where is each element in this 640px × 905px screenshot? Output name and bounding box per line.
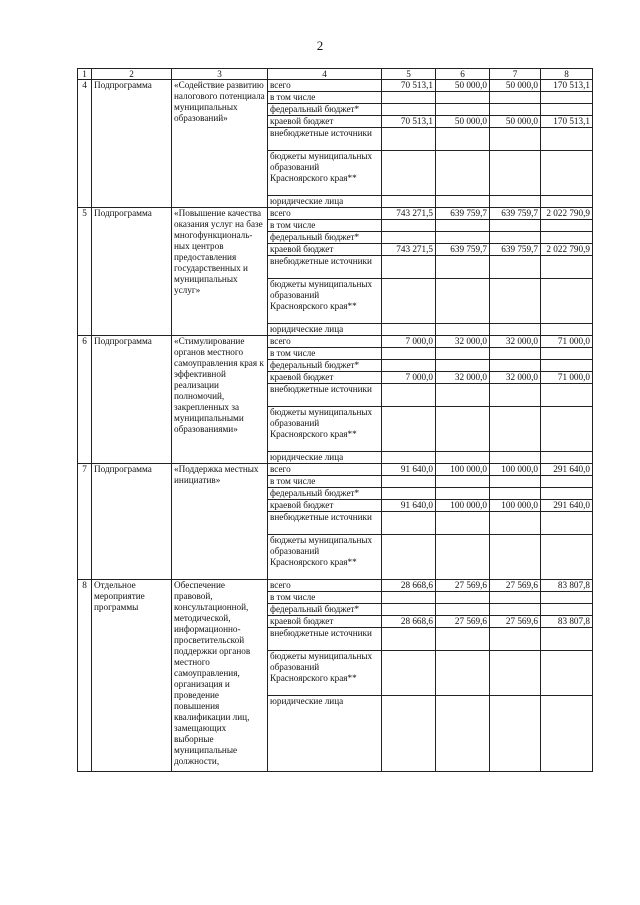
amount-cell: 7 000,0 [382, 372, 436, 384]
amount-cell [436, 104, 490, 116]
amount-cell [490, 512, 541, 535]
amount-cell [436, 256, 490, 279]
amount-cell [436, 407, 490, 452]
row-number-cell: 7 [78, 464, 92, 580]
amount-cell [490, 128, 541, 151]
amount-cell [436, 651, 490, 696]
amount-cell [382, 348, 436, 360]
row-number-cell: 6 [78, 336, 92, 464]
amount-cell [541, 196, 593, 208]
amount-cell: 70 513,1 [382, 116, 436, 128]
amount-cell [382, 232, 436, 244]
funding-source-cell: внебюджетные источники [268, 628, 382, 651]
item-name-cell: «Поддержка местных инициатив» [172, 464, 268, 580]
amount-cell [490, 592, 541, 604]
item-type-cell: Подпрограмма [92, 464, 172, 580]
amount-cell: 27 569,6 [490, 580, 541, 592]
amount-cell [436, 384, 490, 407]
amount-cell: 28 668,6 [382, 616, 436, 628]
amount-cell [541, 535, 593, 580]
amount-cell: 50 000,0 [436, 116, 490, 128]
amount-cell [490, 535, 541, 580]
amount-cell [436, 360, 490, 372]
funding-source-cell: в том числе [268, 220, 382, 232]
amount-cell [436, 151, 490, 196]
table-row [78, 580, 593, 592]
amount-cell: 291 640,0 [541, 464, 593, 476]
amount-cell: 27 569,6 [436, 616, 490, 628]
amount-cell [382, 407, 436, 452]
amount-cell [490, 151, 541, 196]
item-name-cell: «Стимулирование органов местного самоуправления края к эффективной реализации полномочий, закрепленных за муниципальными образованиями» [172, 336, 268, 464]
funding-source-cell: бюджеты муниципальных образований Красноярского края** [268, 151, 382, 196]
item-type-cell: Отдельное мероприятие программы [92, 580, 172, 772]
row-number-cell: 4 [78, 80, 92, 208]
amount-cell [436, 196, 490, 208]
amount-cell [490, 488, 541, 500]
col-header: 5 [382, 69, 436, 80]
amount-cell [436, 279, 490, 324]
amount-cell [541, 512, 593, 535]
amount-cell [382, 651, 436, 696]
amount-cell [382, 279, 436, 324]
amount-cell [436, 604, 490, 616]
header-row [78, 69, 593, 80]
col-header: 7 [490, 69, 541, 80]
funding-source-cell: бюджеты муниципальных образований Красноярского края** [268, 279, 382, 324]
amount-cell [436, 696, 490, 772]
amount-cell [436, 535, 490, 580]
amount-cell [490, 104, 541, 116]
amount-cell [490, 628, 541, 651]
amount-cell: 32 000,0 [436, 372, 490, 384]
amount-cell: 639 759,7 [436, 208, 490, 220]
amount-cell: 639 759,7 [490, 208, 541, 220]
amount-cell [541, 592, 593, 604]
amount-cell: 50 000,0 [490, 80, 541, 92]
amount-cell [490, 348, 541, 360]
amount-cell [382, 151, 436, 196]
amount-cell [382, 628, 436, 651]
funding-source-cell: юридические лица [268, 452, 382, 464]
funding-source-cell: в том числе [268, 592, 382, 604]
col-header: 2 [92, 69, 172, 80]
amount-cell [541, 220, 593, 232]
amount-cell [436, 348, 490, 360]
col-header: 3 [172, 69, 268, 80]
item-type-cell: Подпрограмма [92, 80, 172, 208]
amount-cell: 28 668,6 [382, 580, 436, 592]
amount-cell [541, 604, 593, 616]
table-row [78, 80, 593, 92]
amount-cell [490, 452, 541, 464]
funding-source-cell: в том числе [268, 348, 382, 360]
amount-cell [436, 128, 490, 151]
amount-cell [541, 279, 593, 324]
amount-cell [382, 256, 436, 279]
amount-cell [382, 604, 436, 616]
amount-cell [436, 92, 490, 104]
amount-cell: 100 000,0 [436, 464, 490, 476]
funding-source-cell: юридические лица [268, 324, 382, 336]
amount-cell [382, 535, 436, 580]
amount-cell [541, 92, 593, 104]
amount-cell [541, 651, 593, 696]
funding-source-cell: краевой бюджет [268, 616, 382, 628]
funding-source-cell: федеральный бюджет* [268, 604, 382, 616]
funding-source-cell: бюджеты муниципальных образований Красноярского края** [268, 407, 382, 452]
funding-source-cell: бюджеты муниципальных образований Красноярского края** [268, 651, 382, 696]
amount-cell: 639 759,7 [490, 244, 541, 256]
amount-cell [382, 196, 436, 208]
funding-source-cell: внебюджетные источники [268, 512, 382, 535]
funding-source-cell: федеральный бюджет* [268, 104, 382, 116]
amount-cell: 71 000,0 [541, 372, 593, 384]
amount-cell: 170 513,1 [541, 116, 593, 128]
amount-cell [382, 220, 436, 232]
funding-source-cell: бюджеты муниципальных образований Красноярского края** [268, 535, 382, 580]
funding-source-cell: всего [268, 580, 382, 592]
amount-cell [490, 604, 541, 616]
amount-cell [541, 256, 593, 279]
amount-cell: 7 000,0 [382, 336, 436, 348]
item-name-cell: «Содействие развитию налогового потенциала муниципальных образований» [172, 80, 268, 208]
funding-source-cell: юридические лица [268, 696, 382, 772]
amount-cell [541, 348, 593, 360]
amount-cell [541, 696, 593, 772]
amount-cell [490, 360, 541, 372]
row-number-cell: 5 [78, 208, 92, 336]
item-name-cell: «Повышение качества оказания услуг на базе многофункциональ-ных центров предоставления государственных и муниципальных услуг» [172, 208, 268, 336]
amount-cell [490, 407, 541, 452]
funding-source-cell: внебюджетные источники [268, 384, 382, 407]
amount-cell [382, 92, 436, 104]
amount-cell [490, 196, 541, 208]
funding-source-cell: всего [268, 336, 382, 348]
amount-cell [541, 452, 593, 464]
amount-cell: 83 807,8 [541, 580, 593, 592]
amount-cell [382, 384, 436, 407]
col-header: 8 [541, 69, 593, 80]
amount-cell [436, 488, 490, 500]
funding-source-cell: краевой бюджет [268, 372, 382, 384]
amount-cell [541, 476, 593, 488]
amount-cell [382, 360, 436, 372]
table-row [78, 208, 593, 220]
amount-cell: 639 759,7 [436, 244, 490, 256]
row-number-cell: 8 [78, 580, 92, 772]
item-name-cell: Обеспечение правовой, консультационной, методической, информационно-просветительской поддержки органов местного самоуправления, организация и проведение повышения квалификации лиц, замещающих выборные муниципальные должности, [172, 580, 268, 772]
col-header: 6 [436, 69, 490, 80]
funding-source-cell: федеральный бюджет* [268, 360, 382, 372]
amount-cell [382, 452, 436, 464]
amount-cell: 32 000,0 [436, 336, 490, 348]
funding-source-cell: в том числе [268, 92, 382, 104]
amount-cell [382, 324, 436, 336]
funding-source-cell: юридические лица [268, 196, 382, 208]
amount-cell [436, 592, 490, 604]
amount-cell [382, 696, 436, 772]
amount-cell [436, 628, 490, 651]
amount-cell [541, 232, 593, 244]
amount-cell: 743 271,5 [382, 244, 436, 256]
amount-cell [382, 104, 436, 116]
table-row [78, 464, 593, 476]
page-number: 2 [316, 38, 324, 53]
amount-cell [541, 360, 593, 372]
amount-cell [490, 324, 541, 336]
amount-cell: 91 640,0 [382, 500, 436, 512]
amount-cell: 50 000,0 [436, 80, 490, 92]
funding-source-cell: всего [268, 464, 382, 476]
amount-cell [541, 628, 593, 651]
amount-cell [541, 384, 593, 407]
amount-cell [436, 452, 490, 464]
amount-cell: 83 807,8 [541, 616, 593, 628]
amount-cell [436, 232, 490, 244]
amount-cell [541, 128, 593, 151]
funding-source-cell: в том числе [268, 476, 382, 488]
amount-cell [490, 696, 541, 772]
amount-cell: 71 000,0 [541, 336, 593, 348]
amount-cell: 100 000,0 [490, 500, 541, 512]
amount-cell: 2 022 790,9 [541, 208, 593, 220]
amount-cell [541, 488, 593, 500]
amount-cell [541, 407, 593, 452]
amount-cell: 291 640,0 [541, 500, 593, 512]
amount-cell [436, 512, 490, 535]
amount-cell: 27 569,6 [436, 580, 490, 592]
amount-cell [490, 279, 541, 324]
amount-cell [436, 476, 490, 488]
funding-source-cell: внебюджетные источники [268, 256, 382, 279]
amount-cell [382, 512, 436, 535]
amount-cell [382, 488, 436, 500]
amount-cell [541, 324, 593, 336]
amount-cell: 743 271,5 [382, 208, 436, 220]
amount-cell: 91 640,0 [382, 464, 436, 476]
amount-cell [382, 128, 436, 151]
amount-cell [541, 104, 593, 116]
amount-cell: 50 000,0 [490, 116, 541, 128]
amount-cell [541, 151, 593, 196]
item-type-cell: Подпрограмма [92, 336, 172, 464]
funding-source-cell: внебюджетные источники [268, 128, 382, 151]
amount-cell: 100 000,0 [490, 464, 541, 476]
col-header: 4 [268, 69, 382, 80]
col-header: 1 [78, 69, 92, 80]
amount-cell [490, 651, 541, 696]
table-row [78, 336, 593, 348]
amount-cell [490, 476, 541, 488]
item-type-cell: Подпрограмма [92, 208, 172, 336]
amount-cell: 27 569,6 [490, 616, 541, 628]
amount-cell [382, 476, 436, 488]
amount-cell [490, 384, 541, 407]
amount-cell: 2 022 790,9 [541, 244, 593, 256]
amount-cell [436, 220, 490, 232]
funding-source-cell: краевой бюджет [268, 244, 382, 256]
budget-table [77, 68, 593, 772]
amount-cell [490, 220, 541, 232]
amount-cell: 100 000,0 [436, 500, 490, 512]
funding-source-cell: федеральный бюджет* [268, 232, 382, 244]
amount-cell [436, 324, 490, 336]
amount-cell: 32 000,0 [490, 336, 541, 348]
funding-source-cell: краевой бюджет [268, 116, 382, 128]
amount-cell: 32 000,0 [490, 372, 541, 384]
funding-source-cell: всего [268, 80, 382, 92]
funding-source-cell: всего [268, 208, 382, 220]
funding-source-cell: федеральный бюджет* [268, 488, 382, 500]
funding-source-cell: краевой бюджет [268, 500, 382, 512]
amount-cell: 70 513,1 [382, 80, 436, 92]
amount-cell: 170 513,1 [541, 80, 593, 92]
amount-cell [490, 232, 541, 244]
amount-cell [490, 256, 541, 279]
amount-cell [382, 592, 436, 604]
amount-cell [490, 92, 541, 104]
